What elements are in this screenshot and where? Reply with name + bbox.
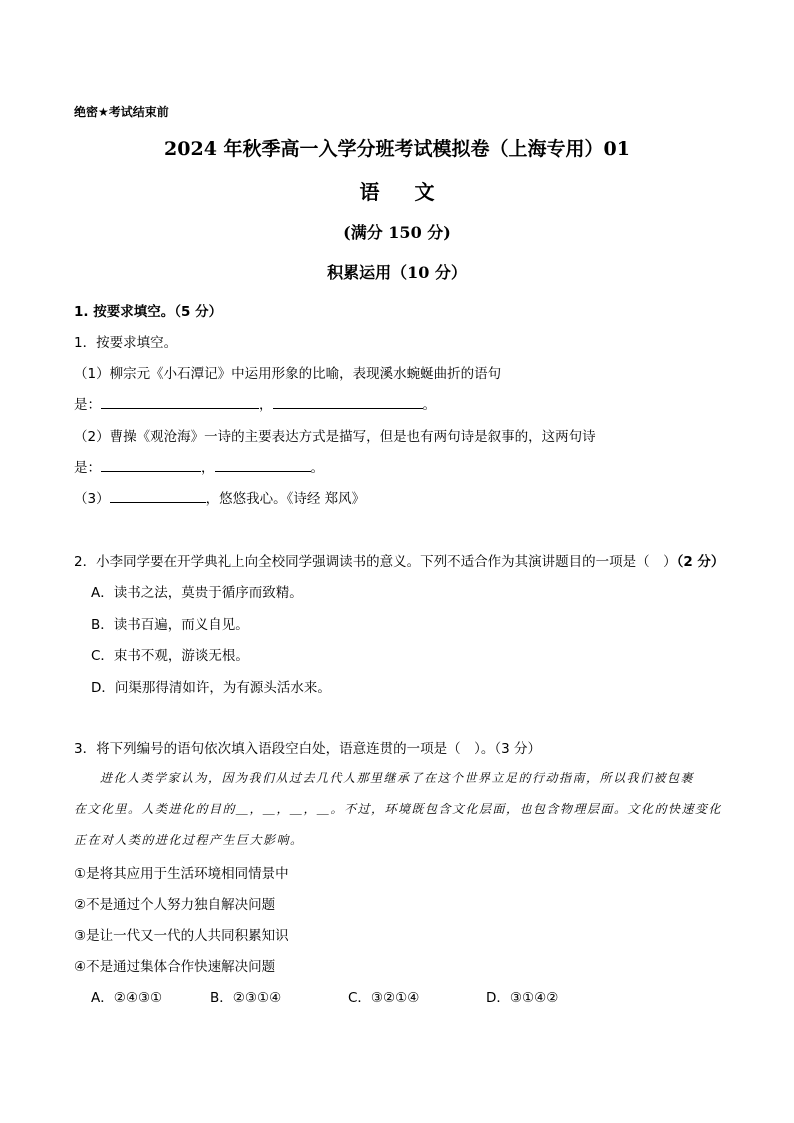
q2-option-a: A．读书之法，莫贵于循序而致精。: [91, 585, 303, 601]
q1-sub3-line: [74, 487, 365, 507]
confidential-mark: 绝密★考试结束前: [74, 105, 169, 119]
q1-sub1: （1）柳宗元《小石潭记》中运用形象的比喻，表现溪水蜿蜒曲折的语句: [74, 366, 502, 382]
q1-sub1-sep: ，: [259, 397, 273, 413]
q2-option-b: B．读书百遍，而义自见。: [91, 617, 249, 633]
q3-passage-line-3: 正在对人类的进化过程产生巨大影响。: [74, 833, 304, 847]
q2-option-d: D．问渠那得清如许，为有源头活水来。: [91, 680, 331, 696]
q1-sub1-prefix: 是：: [74, 397, 101, 413]
subject-heading: 语 文: [359, 180, 449, 204]
q3-item-4: ④不是通过集体合作快速解决问题: [74, 959, 276, 975]
q3-passage-line-2: 在文化里。人类进化的目的＿，＿，＿，＿。不过，环境既包含文化层面，也包含物理层面。文化的快速变化: [74, 802, 723, 816]
q1-sub2-answer-line: [74, 456, 324, 476]
q3-choice-c: C．③②①④: [348, 990, 420, 1006]
q1-sub2-end: 。: [310, 460, 324, 476]
q3-item-1: ①是将其应用于生活环境相同情景中: [74, 866, 289, 882]
q1-sub1-end: 。: [422, 397, 436, 413]
q1-sub3-blank[interactable]: [110, 489, 206, 503]
q2-stem: 2．小李同学要在开学典礼上向全校同学强调读书的意义。下列不适合作为其演讲题目的一项是（ ）: [74, 554, 677, 570]
q3-item-2: ②不是通过个人努力独自解决问题: [74, 897, 276, 913]
q1-sub1-answer-line: [74, 393, 436, 413]
q2-option-c: C．束书不观，游谈无根。: [91, 648, 249, 664]
q3-item-3: ③是让一代又一代的人共同积累知识: [74, 928, 289, 944]
q3-choice-b: B．②③①④: [210, 990, 282, 1006]
q1-sub1-blank-b[interactable]: [273, 395, 423, 409]
q2-stem-line: [74, 550, 724, 570]
q1-sub2-sep: ，: [201, 460, 215, 476]
q1-sub3-tail: ，悠悠我心。《诗经 郑风》: [205, 491, 366, 507]
q1-sub1-blank-a[interactable]: [101, 395, 259, 409]
q3-stem: 3．将下列编号的语句依次填入语段空白处，语意连贯的一项是（ ）。（3 分）: [74, 741, 541, 757]
q2-points: （2 分）: [676, 554, 725, 570]
q1-sub2-blank-b[interactable]: [215, 458, 311, 472]
full-score: (满分 150 分): [343, 223, 451, 242]
exam-title: 2024 年秋季高一入学分班考试模拟卷（上海专用）01: [164, 138, 630, 160]
q3-passage-line-1: 进化人类学家认为，因为我们从过去几代人那里继承了在这个世界立足的行动指南，所以我们被包裹: [100, 771, 695, 785]
q1-sub2: （2）曹操《观沧海》一诗的主要表达方式是描写，但是也有两句诗是叙事的，这两句诗: [74, 429, 596, 445]
q3-choice-a: A．②④③①: [91, 990, 163, 1006]
q1-sub2-prefix: 是：: [74, 460, 101, 476]
q1-heading: 1. 按要求填空。（5 分）: [74, 304, 223, 320]
q3-choice-d: D．③①④②: [486, 990, 559, 1006]
q1-sub2-blank-a[interactable]: [101, 458, 201, 472]
section-heading: 积累运用（10 分）: [327, 263, 467, 282]
q1-intro: 1．按要求填空。: [74, 335, 178, 351]
q1-sub3-prefix: （3）: [74, 491, 110, 507]
